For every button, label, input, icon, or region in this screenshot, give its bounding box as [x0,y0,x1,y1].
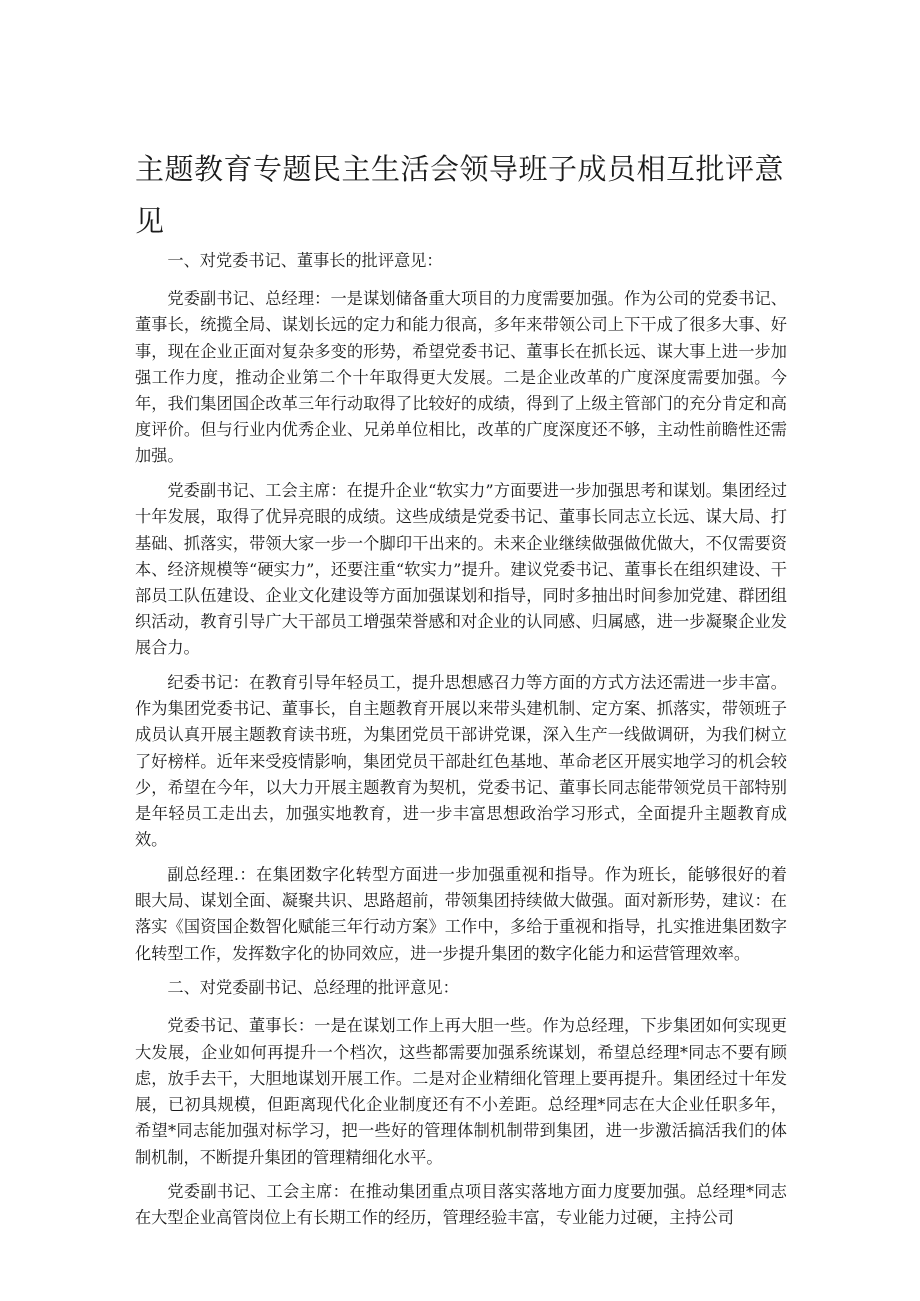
paragraph: 党委副书记、总经理：一是谋划储备重大项目的力度需要加强。作为公司的党委书记、董事长，统揽全局、谋划长远的定力和能力很高，多年来带领公司上下干成了很多大事、好事，现在企业正面对复杂多变的形势，希望党委书记、董事长在抓长远、谋大事上进一步加强工作力度，推动企业第二个十年取得更大发展。二是企业改革的广度深度需要加强。今年，我们集团国企改革三年行动取得了比较好的成绩，得到了上级主管部门的充分肯定和高度评价。但与行业内优秀企业、兄弟单位相比，改革的广度深度还不够，主动性前瞻性还需加强。 [135,289,787,466]
paragraph: 副总经理.：在集团数字化转型方面进一步加强重视和指导。作为班长，能够很好的着眼大局、谋划全面、凝聚共识、思路超前，带领集团持续做大做强。面对新形势，建议：在落实《国资国企数智化赋能三年行动方案》工作中，多给于重视和指导，扎实推进集团数字化转型工作，发挥数字化的协同效应，进一步提升集团的数字化能力和运营管理效率。 [135,864,787,963]
document-body [135,248,787,1240]
document-title: 主题教育专题民主生活会领导班子成员相互批评意见 [135,152,785,238]
paragraph: 党委副书记、工会主席：在提升企业“软实力”方面要进一步加强思考和谋划。集团经过十年发展，取得了优异亮眼的成绩。这些成绩是党委书记、董事长同志立长远、谋大局、打基础、抓落实，带领大家一步一个脚印干出来的。未来企业继续做强做优做大，不仅需要资本、经济规模等“硬实力”，还要注重“软实力”提升。建议党委书记、董事长在组织建设、干部员工队伍建设、企业文化建设等方面加强谋划和指导，同时多抽出时间参加党建、群团组织活动，教育引导广大干部员工增强荣誉感和对企业的认同感、归属感，进一步凝聚企业发展合力。 [135,481,787,658]
paragraph: 党委书记、董事长：一是在谋划工作上再大胆一些。作为总经理，下步集团如何实现更大发展，企业如何再提升一个档次，这些都需要加强系统谋划，希望总经理*同志不要有顾虑，放手去干，大胆地谋划开展工作。二是对企业精细化管理上要再提升。集团经过十年发展，已初具规模，但距离现代化企业制度还有不小差距。总经理*同志在大企业任职多年，希望*同志能加强对标学习，把一些好的管理体制机制带到集团，进一步激活搞活我们的体制机制，不断提升集团的管理精细化水平。 [135,1016,787,1167]
paragraph: 纪委书记：在教育引导年轻员工，提升思想感召力等方面的方式方法还需进一步丰富。作为集团党委书记、董事长，自主题教育开展以来带头建机制、定方案、抓落实，带领班子成员认真开展主题教育读书班，为集团党员干部讲党课，深入生产一线做调研，为我们树立了好榜样。近年来受疫情影响，集团党员干部赴红色基地、革命老区开展实地学习的机会较少，希望在今年，以大力开展主题教育为契机，党委书记、董事长同志能带领党员干部特别是年轻员工走出去，加强实地教育，进一步丰富思想政治学习形式，全面提升主题教育成效。 [135,673,787,850]
section-heading-1: 一、对党委书记、董事长的批评意见： [167,251,443,270]
paragraph: 党委副书记、工会主席：在推动集团重点项目落实落地方面力度要加强。总经理*同志在大型企业高管岗位上有长期工作的经历，管理经验丰富，专业能力过硬，主持公司 [135,1182,787,1228]
section-heading-2: 二、对党委副书记、总经理的批评意见： [167,978,459,998]
